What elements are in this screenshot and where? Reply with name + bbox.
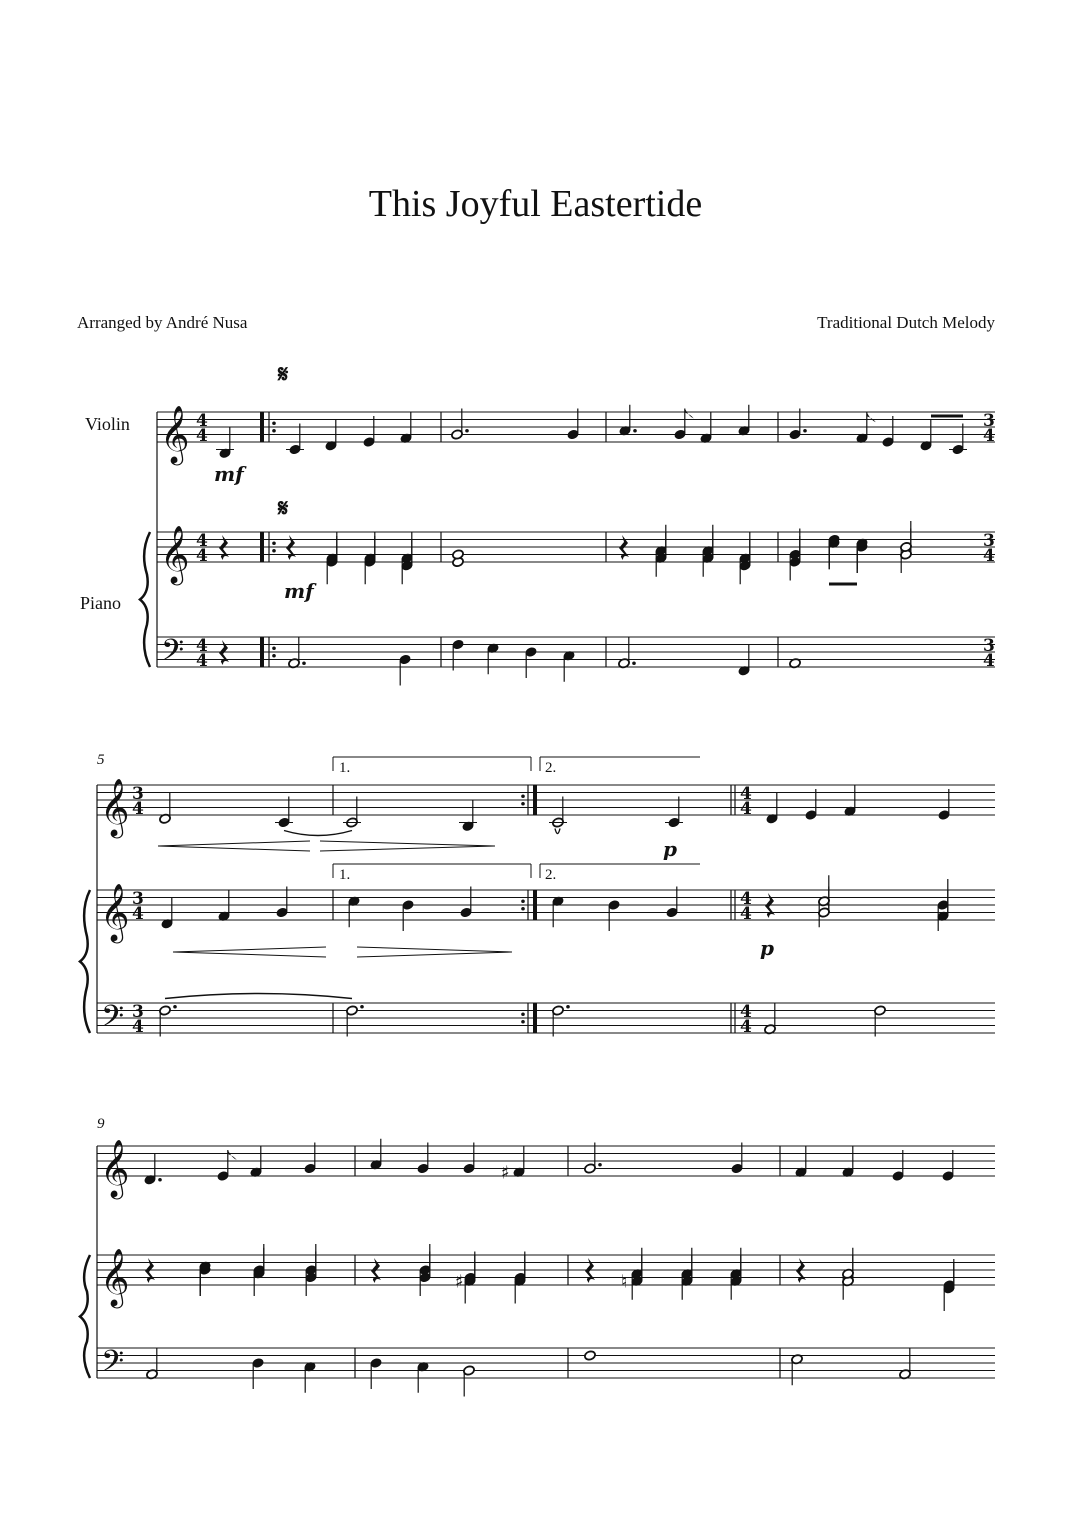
augmentation-dot xyxy=(173,1005,177,1009)
treble-clef-icon: 𝄞 xyxy=(100,1248,130,1306)
segno-icon: 𝄋 xyxy=(278,494,289,522)
decrescendo-hairpin xyxy=(320,841,495,846)
time-signature-bottom: 4 xyxy=(132,904,144,924)
augmentation-dot xyxy=(360,1005,364,1009)
repeat-dot xyxy=(521,794,525,798)
volta-second-piano: 2. xyxy=(545,867,557,883)
time-signature-top: 3 xyxy=(983,636,995,656)
time-signature-top: 3 xyxy=(983,531,995,551)
crescendo-hairpin xyxy=(173,952,326,957)
augmentation-dot xyxy=(302,661,306,665)
time-signature-top: 3 xyxy=(983,411,995,431)
tie-slur xyxy=(165,994,352,999)
time-signature-top: 3 xyxy=(132,784,144,804)
decrescendo-hairpin xyxy=(320,846,495,851)
notehead xyxy=(584,1350,596,1361)
dynamic-p-piano: p xyxy=(760,936,774,960)
measure-number-5: 5 xyxy=(97,752,105,768)
bass-clef-icon: 𝄢 xyxy=(101,1000,125,1041)
treble-clef-icon: 𝄞 xyxy=(100,1139,130,1197)
time-signature-top: 4 xyxy=(740,784,752,804)
augmentation-dot xyxy=(566,1005,570,1009)
crescendo-hairpin xyxy=(158,846,310,851)
time-signature-bottom: 4 xyxy=(196,546,208,566)
segno-icon: 𝄋 xyxy=(278,360,289,388)
volta-first-piano: 1. xyxy=(339,867,351,883)
time-signature-bottom: 4 xyxy=(196,426,208,446)
time-signature-bottom: 4 xyxy=(740,799,752,819)
treble-clef-icon: 𝄞 xyxy=(160,405,190,463)
sharp-accidental: ♯ xyxy=(455,1271,464,1293)
violin-label: Violin xyxy=(85,414,130,434)
treble-clef-icon: 𝄞 xyxy=(100,883,130,941)
eighth-flag xyxy=(867,412,876,422)
treble-clef-icon: 𝄞 xyxy=(100,778,130,836)
time-signature-top: 4 xyxy=(196,531,208,551)
time-signature-bottom: 4 xyxy=(983,651,995,671)
time-signature-top: 3 xyxy=(132,889,144,909)
score-title: This Joyful Eastertide xyxy=(368,183,703,225)
repeat-dot xyxy=(272,421,276,425)
time-signature-top: 4 xyxy=(196,411,208,431)
crescendo-hairpin xyxy=(158,841,310,846)
repeat-dot xyxy=(272,654,276,658)
composer-credit: Traditional Dutch Melody xyxy=(817,313,995,332)
tie-slur xyxy=(555,829,560,834)
augmentation-dot xyxy=(158,1178,162,1182)
repeat-dot xyxy=(521,1012,525,1016)
time-signature-bottom: 4 xyxy=(983,426,995,446)
time-signature-bottom: 4 xyxy=(132,1017,144,1037)
augmentation-dot xyxy=(632,661,636,665)
bass-clef-icon: 𝄢 xyxy=(101,1345,125,1386)
treble-clef-icon: 𝄞 xyxy=(160,525,190,583)
repeat-dot xyxy=(272,541,276,545)
tie-slur xyxy=(284,831,352,836)
dynamic-mf-piano: mf xyxy=(284,579,314,603)
repeat-dot xyxy=(521,802,525,806)
augmentation-dot xyxy=(803,429,807,433)
repeat-dot xyxy=(272,549,276,553)
repeat-dot xyxy=(272,429,276,433)
time-signature-top: 3 xyxy=(132,1002,144,1022)
decrescendo-hairpin xyxy=(357,952,512,957)
dynamic-p-violin: p xyxy=(663,837,677,861)
eighth-flag xyxy=(228,1150,237,1160)
volta-first-violin: 1. xyxy=(339,760,351,776)
piano-label: Piano xyxy=(80,593,122,613)
arranger-credit: Arranged by André Nusa xyxy=(77,313,248,332)
decrescendo-hairpin xyxy=(357,947,512,952)
time-signature-top: 4 xyxy=(740,889,752,909)
crescendo-hairpin xyxy=(173,947,326,952)
time-signature-bottom: 4 xyxy=(740,1017,752,1037)
measure-number-9: 9 xyxy=(97,1116,105,1132)
augmentation-dot xyxy=(465,429,469,433)
eighth-flag xyxy=(685,409,694,419)
natural-accidental: ♮ xyxy=(621,1271,628,1293)
volta-second-violin: 2. xyxy=(545,760,557,776)
piano-brace xyxy=(80,1255,90,1378)
time-signature-bottom: 4 xyxy=(983,546,995,566)
dynamic-mf-violin: mf xyxy=(214,462,244,486)
repeat-dot xyxy=(521,899,525,903)
repeat-dot xyxy=(521,907,525,911)
time-signature-bottom: 4 xyxy=(196,651,208,671)
piano-brace xyxy=(140,532,150,667)
time-signature-bottom: 4 xyxy=(132,799,144,819)
repeat-dot xyxy=(521,1020,525,1024)
bass-clef-icon: 𝄢 xyxy=(161,634,185,675)
piano-brace xyxy=(80,890,90,1033)
augmentation-dot xyxy=(598,1163,602,1167)
time-signature-top: 4 xyxy=(196,636,208,656)
repeat-dot xyxy=(272,646,276,650)
time-signature-bottom: 4 xyxy=(740,904,752,924)
sharp-accidental: ♯ xyxy=(501,1162,510,1184)
time-signature-top: 4 xyxy=(740,1002,752,1022)
augmentation-dot xyxy=(633,429,637,433)
